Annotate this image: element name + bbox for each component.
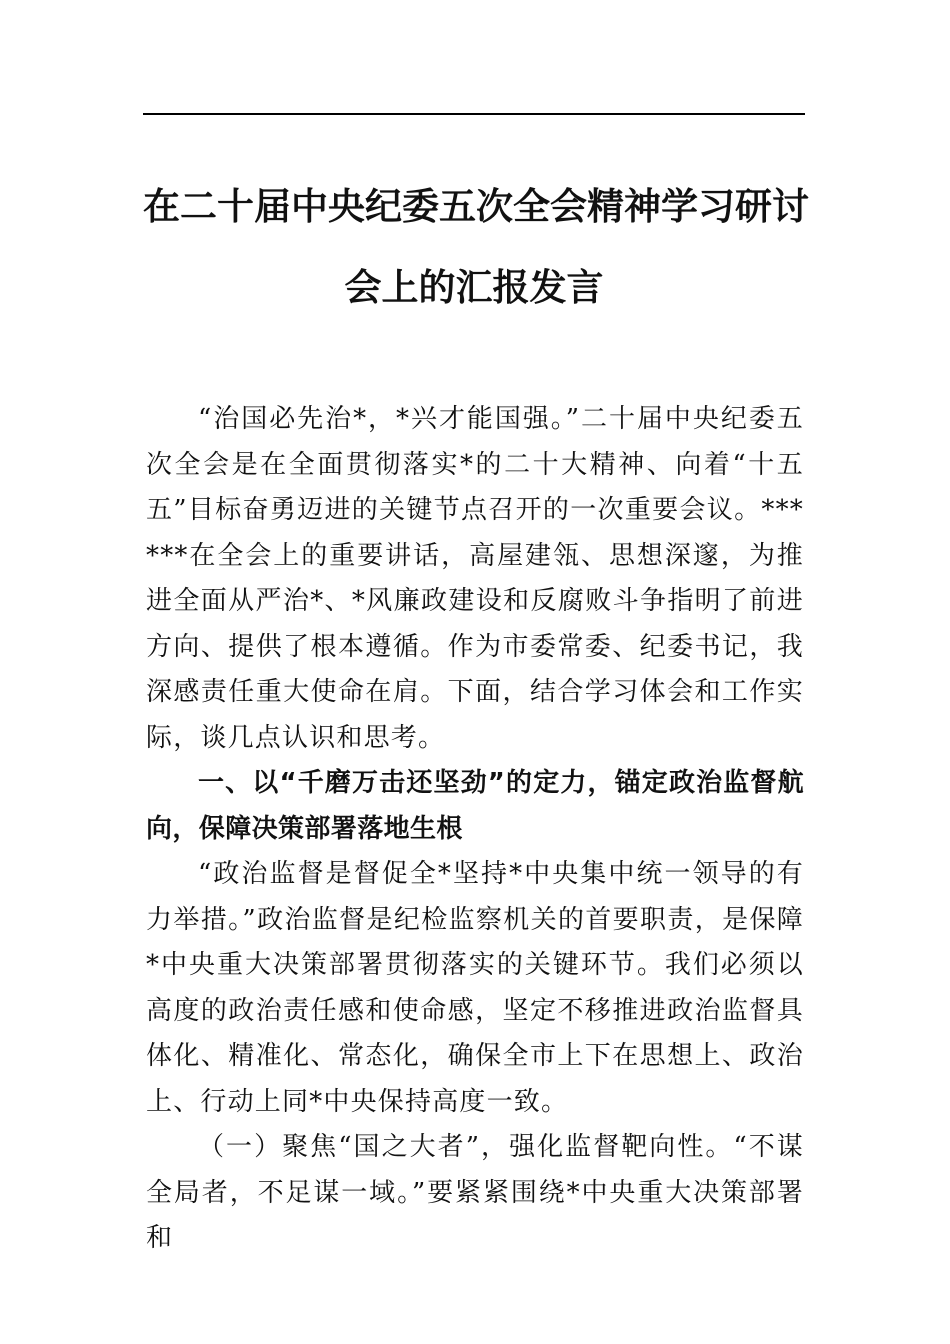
section-1-paragraph: “政治监督是督促全*坚持*中央集中统一领导的有力举措。”政治监督是纪检监察机关的首要职责，是保障*中央重大决策部署贯彻落实的关键环节。我们必须以高度的政治责任感和使命感，坚定不移推进政治监督具体化、精准化、常态化，确保全市上下在思想上、政治上、行动上同*中央保持高度一致。 [146,859,804,1117]
header-rule [143,113,805,115]
title-line-1: 在二十届中央纪委五次全会精神学习研讨 [143,185,809,228]
title-line-2: 会上的汇报发言 [344,266,604,309]
document-body [146,397,804,1262]
section-heading-1: 一、以“千磨万击还坚劲”的定力，锚定政治监督航向，保障决策部署落地生根 [146,768,804,844]
intro-paragraph: “治国必先治*，*兴才能国强。”二十届中央纪委五次全会是在全面贯彻落实*的二十大精神、向着“十五五”目标奋勇迈进的关键节点召开的一次重要会议。******在全会上的重要讲话，高屋建瓴、思想深邃，为推进全面从严治*、*风廉政建设和反腐败斗争指明了前进方向、提供了根本遵循。作为市委常委、纪委书记，我深感责任重大使命在肩。下面，结合学习体会和工作实际，谈几点认识和思考。 [146,404,804,753]
document-title [143,166,809,328]
subsection-1-paragraph: （一）聚焦“国之大者”，强化监督靶向性。“不谋全局者，不足谋一域。”要紧紧围绕*中央重大决策部署和 [146,1132,804,1253]
